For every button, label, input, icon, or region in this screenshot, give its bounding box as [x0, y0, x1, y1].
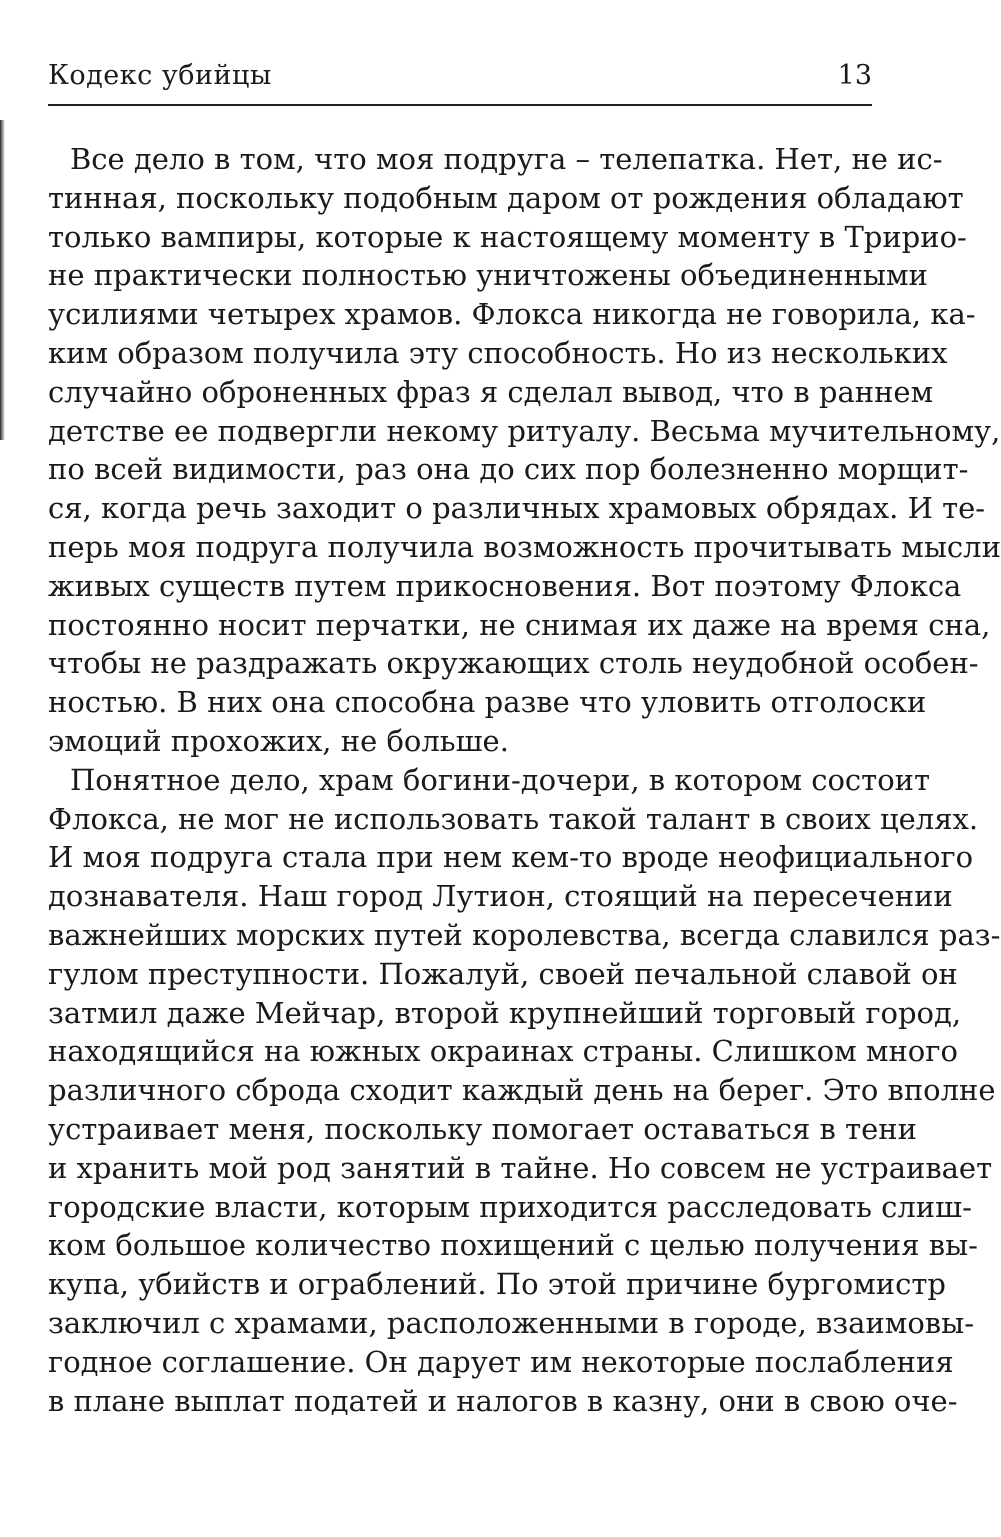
text-line: живых существ путем прикосновения. Вот поэтому Флокса — [48, 568, 962, 603]
text-line: в плане выплат податей и налогов в казну, они в свою оче- — [48, 1383, 958, 1418]
text-line: Флокса, не мог не использовать такой талант в своих целях. — [48, 801, 979, 836]
text-line: устраивает меня, поскольку помогает оставаться в тени — [48, 1111, 917, 1146]
text-line: городские власти, которым приходится расследовать слиш- — [48, 1189, 972, 1224]
text-line: важнейших морских путей королевства, всегда славился раз- — [48, 917, 1001, 952]
text-line: дознавателя. Наш город Лутион, стоящий на пересечении — [48, 879, 953, 914]
text-line: находящийся на южных окраинах страны. Слишком много — [48, 1034, 958, 1069]
text-line: годное соглашение. Он дарует им некоторые послабления — [48, 1344, 954, 1379]
text-line: И моя подруга стала при нем кем-то вроде неофициального — [48, 840, 974, 875]
text-line: различного сброда сходит каждый день на берег. Это вполне — [48, 1073, 996, 1108]
text-line: постоянно носит перчатки, не снимая их даже на время сна, — [48, 607, 991, 642]
page-spine-shadow — [0, 120, 5, 440]
text-line: ком большое количество похищений с целью получения вы- — [48, 1228, 978, 1263]
text-line: Понятное дело, храм богини-дочери, в котором состоит — [70, 762, 931, 797]
text-line: детстве ее подвергли некому ритуалу. Весьма мучительному, — [48, 413, 1001, 448]
text-line: перь моя подруга получила возможность прочитывать мысли — [48, 529, 1001, 564]
text-line: ся, когда речь заходит о различных храмовых обрядах. И те- — [48, 491, 986, 526]
text-line: усилиями четырех храмов. Флокса никогда не говорила, ка- — [48, 297, 976, 332]
text-line: Все дело в том, что моя подруга – телепатка. Нет, не ис- — [70, 142, 943, 176]
running-head-title: Кодекс убийцы — [48, 60, 272, 91]
text-line: по всей видимости, раз она до сих пор болезненно морщит- — [48, 452, 969, 487]
text-line: заключил с храмами, расположенными в городе, взаимовы- — [48, 1305, 974, 1340]
text-line: не практически полностью уничтожены объединенными — [48, 258, 928, 293]
page-number: 13 — [837, 60, 872, 91]
text-line: и хранить мой род занятий в тайне. Но совсем не устраивает — [48, 1150, 993, 1185]
text-line: эмоций прохожих, не больше. — [48, 723, 509, 758]
header-rule — [48, 104, 872, 106]
text-line: гулом преступности. Пожалуй, своей печальной славой он — [48, 956, 958, 991]
body-text — [48, 140, 1001, 1420]
text-line: ностью. В них она способна разве что уловить отголоски — [48, 685, 927, 720]
text-line: случайно оброненных фраз я сделал вывод, что в раннем — [48, 374, 934, 409]
text-line: тинная, поскольку подобным даром от рождения обладают — [48, 180, 964, 215]
running-header — [48, 56, 872, 98]
text-line: затмил даже Мейчар, второй крупнейший торговый город, — [48, 995, 962, 1030]
text-line: только вампиры, которые к настоящему моменту в Тририо- — [48, 219, 967, 254]
text-line: ким образом получила эту способность. Но из нескольких — [48, 335, 948, 370]
text-line: чтобы не раздражать окружающих столь неудобной особен- — [48, 646, 979, 681]
text-line: купа, убийств и ограблений. По этой причине бургомистр — [48, 1267, 946, 1302]
